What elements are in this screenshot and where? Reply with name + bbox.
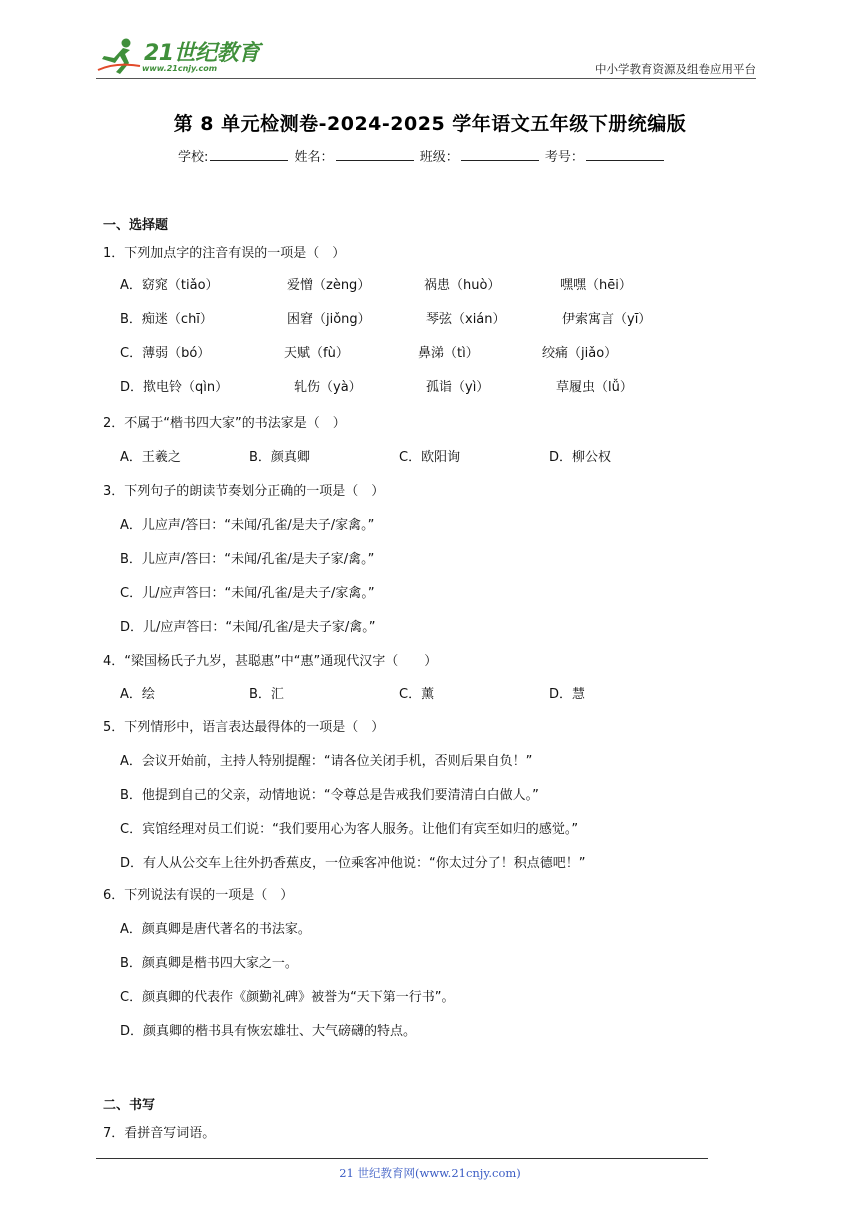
logo-wordmark: 21世纪教育 — [144, 41, 260, 66]
q1-b-item4: 伊索寓言（yī） — [562, 312, 652, 327]
page-header — [96, 30, 756, 80]
q1-d-item3: 孤诣（yì） — [426, 380, 490, 395]
q2-option-a: A．王羲之 — [120, 450, 181, 465]
q1-c-item2: 天赋（fù） — [284, 346, 349, 361]
question-3-stem: 3．下列句子的朗读节奏划分正确的一项是（ ） — [103, 484, 385, 499]
section-heading-choice: 一、选择题 — [103, 218, 169, 233]
q3-option-c: C．儿/应声答曰：“未闻/孔雀/是夫子/家禽。” — [120, 586, 375, 601]
class-label: 班级： — [419, 150, 459, 165]
q5-option-b: B．他提到自己的父亲，动情地说：“令尊总是告戒我们要清清白白做人。” — [120, 788, 539, 803]
q4-option-c: C．薰 — [399, 687, 435, 702]
q1-c-item1: C．薄弱（bó） — [120, 346, 211, 361]
q3-option-b: B．儿应声/答曰：“未闻/孔雀/是夫子家/禽。” — [120, 552, 375, 567]
question-4-stem: 4．“梁国杨氏子九岁，甚聪惠”中“惠”通现代汉字（ ） — [103, 654, 438, 669]
q1-a-item2: 爱憎（zèng） — [287, 278, 371, 293]
q5-option-a: A．会议开始前，主持人特别提醒：“请各位关闭手机，否则后果自负！” — [120, 754, 533, 769]
question-2-stem: 2．不属于“楷书四大家”的书法家是（ ） — [103, 416, 346, 431]
class-blank[interactable] — [461, 149, 539, 161]
q1-d-item2: 轧伤（yà） — [294, 380, 362, 395]
q1-a-item4: 嘿嘿（hēi） — [560, 278, 632, 293]
number-label: 考号： — [544, 150, 584, 165]
q4-option-d: D．慧 — [549, 687, 586, 702]
q5-option-d: D．有人从公交车上往外扔香蕉皮，一位乘客冲他说：“你太过分了！积点德吧！” — [120, 856, 586, 871]
footer-link[interactable]: 21 世纪教育网(www.21cnjy.com) — [339, 1166, 521, 1180]
q6-option-c: C．颜真卿的代表作《颜勤礼碑》被誉为“天下第一行书”。 — [120, 990, 455, 1005]
q2-option-d: D．柳公权 — [549, 450, 612, 465]
logo-url: www.21cnjy.com — [142, 64, 218, 73]
header-divider — [96, 78, 756, 79]
site-logo — [96, 36, 266, 76]
q1-c-item4: 绞痛（jiǎo） — [542, 346, 618, 361]
q3-option-a: A．儿应声/答曰：“未闻/孔雀/是夫子/家禽。” — [120, 518, 375, 533]
name-label: 姓名： — [294, 150, 334, 165]
q4-option-b: B．汇 — [249, 687, 284, 702]
exam-title: 第 8 单元检测卷-2024-2025 学年语文五年级下册统编版 — [173, 113, 687, 135]
question-6-stem: 6．下列说法有误的一项是（ ） — [103, 888, 294, 903]
q1-c-item3: 鼻涕（tì） — [418, 346, 479, 361]
q6-option-a: A．颜真卿是唐代著名的书法家。 — [120, 922, 311, 937]
q2-option-c: C．欧阳询 — [399, 450, 461, 465]
q1-a-item1: A．窈窕（tiǎo） — [120, 278, 219, 293]
school-blank[interactable] — [210, 149, 288, 161]
q1-d-item1: D．揿电铃（qìn） — [120, 380, 229, 395]
school-label: 学校: — [178, 150, 209, 165]
q3-option-d: D．儿/应声答曰：“未闻/孔雀/是夫子家/禽。” — [120, 620, 376, 635]
q5-option-c: C．宾馆经理对员工们说：“我们要用心为客人服务。让他们有宾至如归的感觉。” — [120, 822, 579, 837]
question-7-stem: 7．看拼音写词语。 — [103, 1126, 216, 1141]
footer-divider — [96, 1158, 708, 1159]
section-heading-writing: 二、书写 — [103, 1098, 156, 1113]
q6-option-b: B．颜真卿是楷书四大家之一。 — [120, 956, 298, 971]
question-1-stem: 1．下列加点字的注音有误的一项是（ ） — [103, 246, 346, 261]
runner-logo-icon — [96, 36, 142, 76]
name-blank[interactable] — [336, 149, 414, 161]
q1-a-item3: 祸患（huò） — [424, 278, 501, 293]
platform-name: 中小学教育资源及组卷应用平台 — [595, 62, 756, 76]
q1-b-item3: 琴弦（xián） — [426, 312, 506, 327]
q1-d-item4: 草履虫（lǚ） — [556, 380, 633, 395]
q2-option-b: B．颜真卿 — [249, 450, 310, 465]
question-5-stem: 5．下列情形中，语言表达最得体的一项是（ ） — [103, 720, 385, 735]
number-blank[interactable] — [586, 149, 664, 161]
q6-option-d: D．颜真卿的楷书具有恢宏雄壮、大气磅礴的特点。 — [120, 1024, 417, 1039]
q1-b-item1: B．痴迷（chī） — [120, 312, 213, 327]
student-info-line — [178, 146, 666, 165]
q1-b-item2: 困窘（jiǒng） — [287, 312, 371, 327]
q4-option-a: A．绘 — [120, 687, 155, 702]
